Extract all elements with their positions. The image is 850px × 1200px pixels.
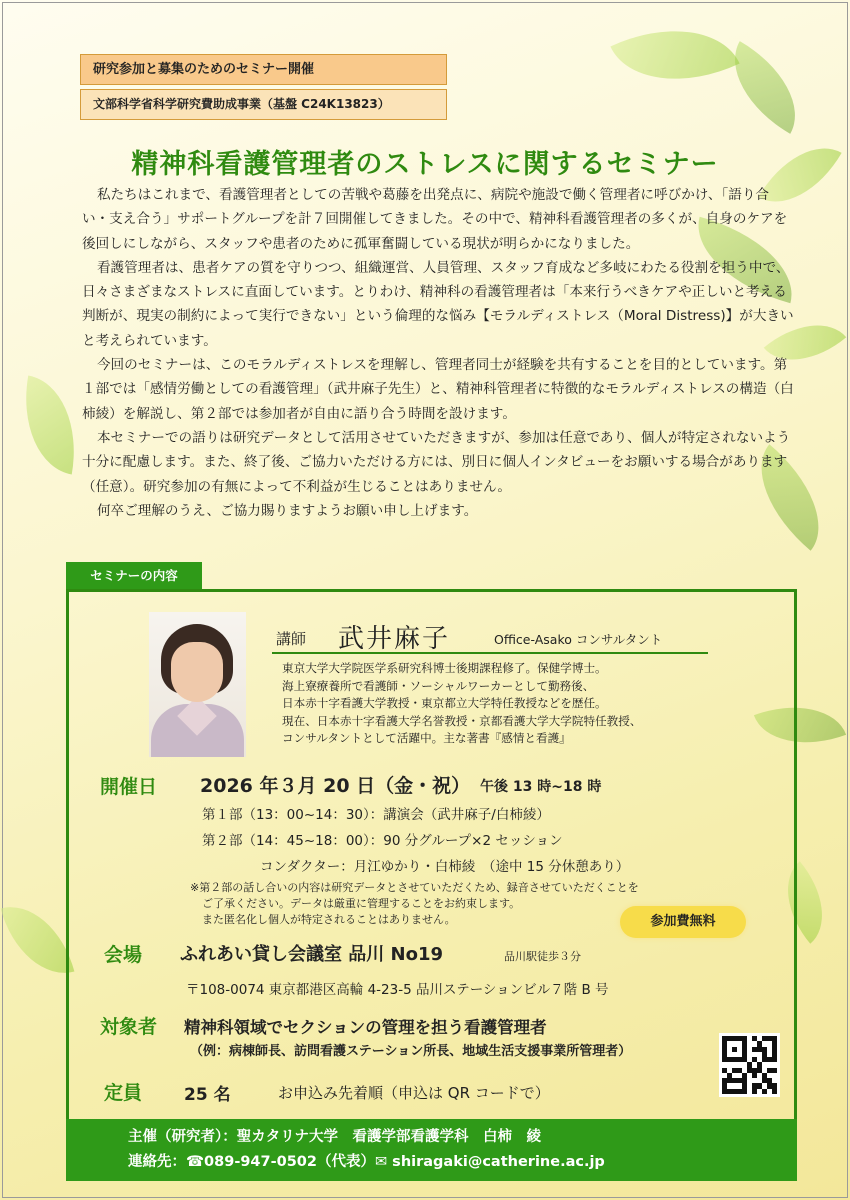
capacity-count: 25 名 xyxy=(184,1085,231,1105)
contact-line[interactable]: 連絡先：☎089-947-0502（代表）✉ shiragaki@catherine.ac.jp xyxy=(128,1154,605,1170)
capacity-label: 定員 xyxy=(104,1082,143,1104)
note-line: また匿名化し個人が特定されることはありません。 xyxy=(202,913,456,926)
capacity-note: お申込み先着順（申込は QR コードで） xyxy=(278,1084,550,1102)
bio-line: 東京大学大学院医学系研究科博士後期課程修了。保健学博士。 xyxy=(282,661,607,675)
venue-access: 品川駅徒歩３分 xyxy=(504,950,581,963)
venue-name: ふれあい貸し会議室 品川 No19 xyxy=(180,944,444,965)
intro-paragraph: 看護管理者は、患者ケアの質を守りつつ、組織運営、人員管理、スタッフ育成など多岐にわたる役割を担う中で、日々さまざまなストレスに直面しています。とりわけ、精神科の看護管理者は「本来行うべきケアや正しいと考える判断が、現実の制約によって実行できない」という倫理的な悩み【モラルディストレス（Moral Distress)】が大きいと考えられています。 xyxy=(82,259,794,349)
target-examples: （例：病棟師長、訪問看護ステーション所長、地域生活支援事業所管理者） xyxy=(190,1044,632,1059)
speaker-affiliation: Office-Asako コンサルタント xyxy=(494,632,663,647)
intro-paragraph: 今回のセミナーは、このモラルディストレスを理解し、管理者同士が経験を共有することを目的としています。第１部では「感情労働としての看護管理」（武井麻子先生）と、精神科管理者に特徴的なモラルディストレスの構造（白柿綾）を解説し、第２部では参加者が自由に語り合う時間を設けます。 xyxy=(82,357,794,422)
grant-label: 文部科学省科学研究費助成事業（基盤 C24K13823） xyxy=(80,89,447,120)
bio-line: 日本赤十字看護大学教授・東京都立大学特任教授などを歴任。 xyxy=(282,696,607,710)
speaker-role: 講師 xyxy=(276,630,307,648)
note-line: ※第２部の話し合いの内容は研究データとさせていただくため、録音させていただくことを xyxy=(190,881,639,894)
event-time: 午後 13 時~18 時 xyxy=(480,779,602,795)
speaker-bio xyxy=(282,660,752,748)
bio-line: コンサルタントとして活躍中。主な著書『感情と看護』 xyxy=(282,731,571,745)
page-title: 精神科看護管理者のストレスに関するセミナー xyxy=(131,149,719,180)
footer xyxy=(66,1119,797,1181)
free-fee-badge: 参加費無料 xyxy=(620,906,746,938)
event-date: 2026 年３月 20 日（金・祝） xyxy=(200,775,471,797)
section-tab: セミナーの内容 xyxy=(66,562,202,589)
part1-schedule: 第１部（13：00~14：30）：講演会（武井麻子/白柿綾） xyxy=(202,807,550,823)
venue-address: 〒108-0074 東京都港区高輪 4-23-5 品川ステーションビル７階 B 号 xyxy=(186,982,609,998)
intro-paragraph: 本セミナーでの語りは研究データとして活用させていただきますが、参加は任意であり、個人が特定されないよう十分に配慮します。また、終了後、ご協力いただける方には、別日に個人インタビューをお願いする場合があります（任意）。研究参加の有無によって不利益が生じることはありません。 xyxy=(82,429,791,495)
seminar-announcement-label: 研究参加と募集のためのセミナー開催 xyxy=(80,54,447,85)
organizer-line: 主催（研究者）：聖カタリナ大学 看護学部看護学科 白柿 綾 xyxy=(128,1129,541,1145)
note-line: ご了承ください。データは厳重に管理することをお約束します。 xyxy=(202,897,521,910)
qr-code[interactable] xyxy=(719,1033,780,1097)
speaker-name: 武井麻子 xyxy=(338,624,451,654)
target-label: 対象者 xyxy=(100,1016,158,1038)
intro-text xyxy=(82,183,796,523)
speaker-photo xyxy=(149,612,246,757)
date-label: 開催日 xyxy=(100,776,158,798)
conductor-line: コンダクター：月江ゆかり・白柿綾 （途中 15 分休憩あり） xyxy=(260,859,630,875)
intro-paragraph: 私たちはこれまで、看護管理者としての苦戦や葛藤を出発点に、病院や施設で働く管理者に呼びかけ、「語り合い・支え合う」サポートグループを計７回開催してきました。その中で、精神科看護管理者の多くが、自身のケアを後回しにしながら、スタッフや患者のために孤軍奮闘している現状が明らかになりました。 xyxy=(82,187,788,252)
bio-line: 海上寮療養所で看護師・ソーシャルワーカーとして勤務後、 xyxy=(282,678,595,693)
venue-label: 会場 xyxy=(104,944,143,966)
bio-line: 現在、日本赤十字看護大学名誉教授・京都看護大学大学院特任教授、 xyxy=(282,713,642,728)
speaker-heading xyxy=(272,618,708,654)
target-audience: 精神科領域でセクションの管理を担う看護管理者 xyxy=(184,1018,547,1037)
intro-paragraph: 何卒ご理解のうえ、ご協力賜りますようお願い申し上げます。 xyxy=(96,502,478,519)
part2-schedule: 第２部（14：45~18：00）：90 分グループ×2 セッション xyxy=(202,833,563,849)
